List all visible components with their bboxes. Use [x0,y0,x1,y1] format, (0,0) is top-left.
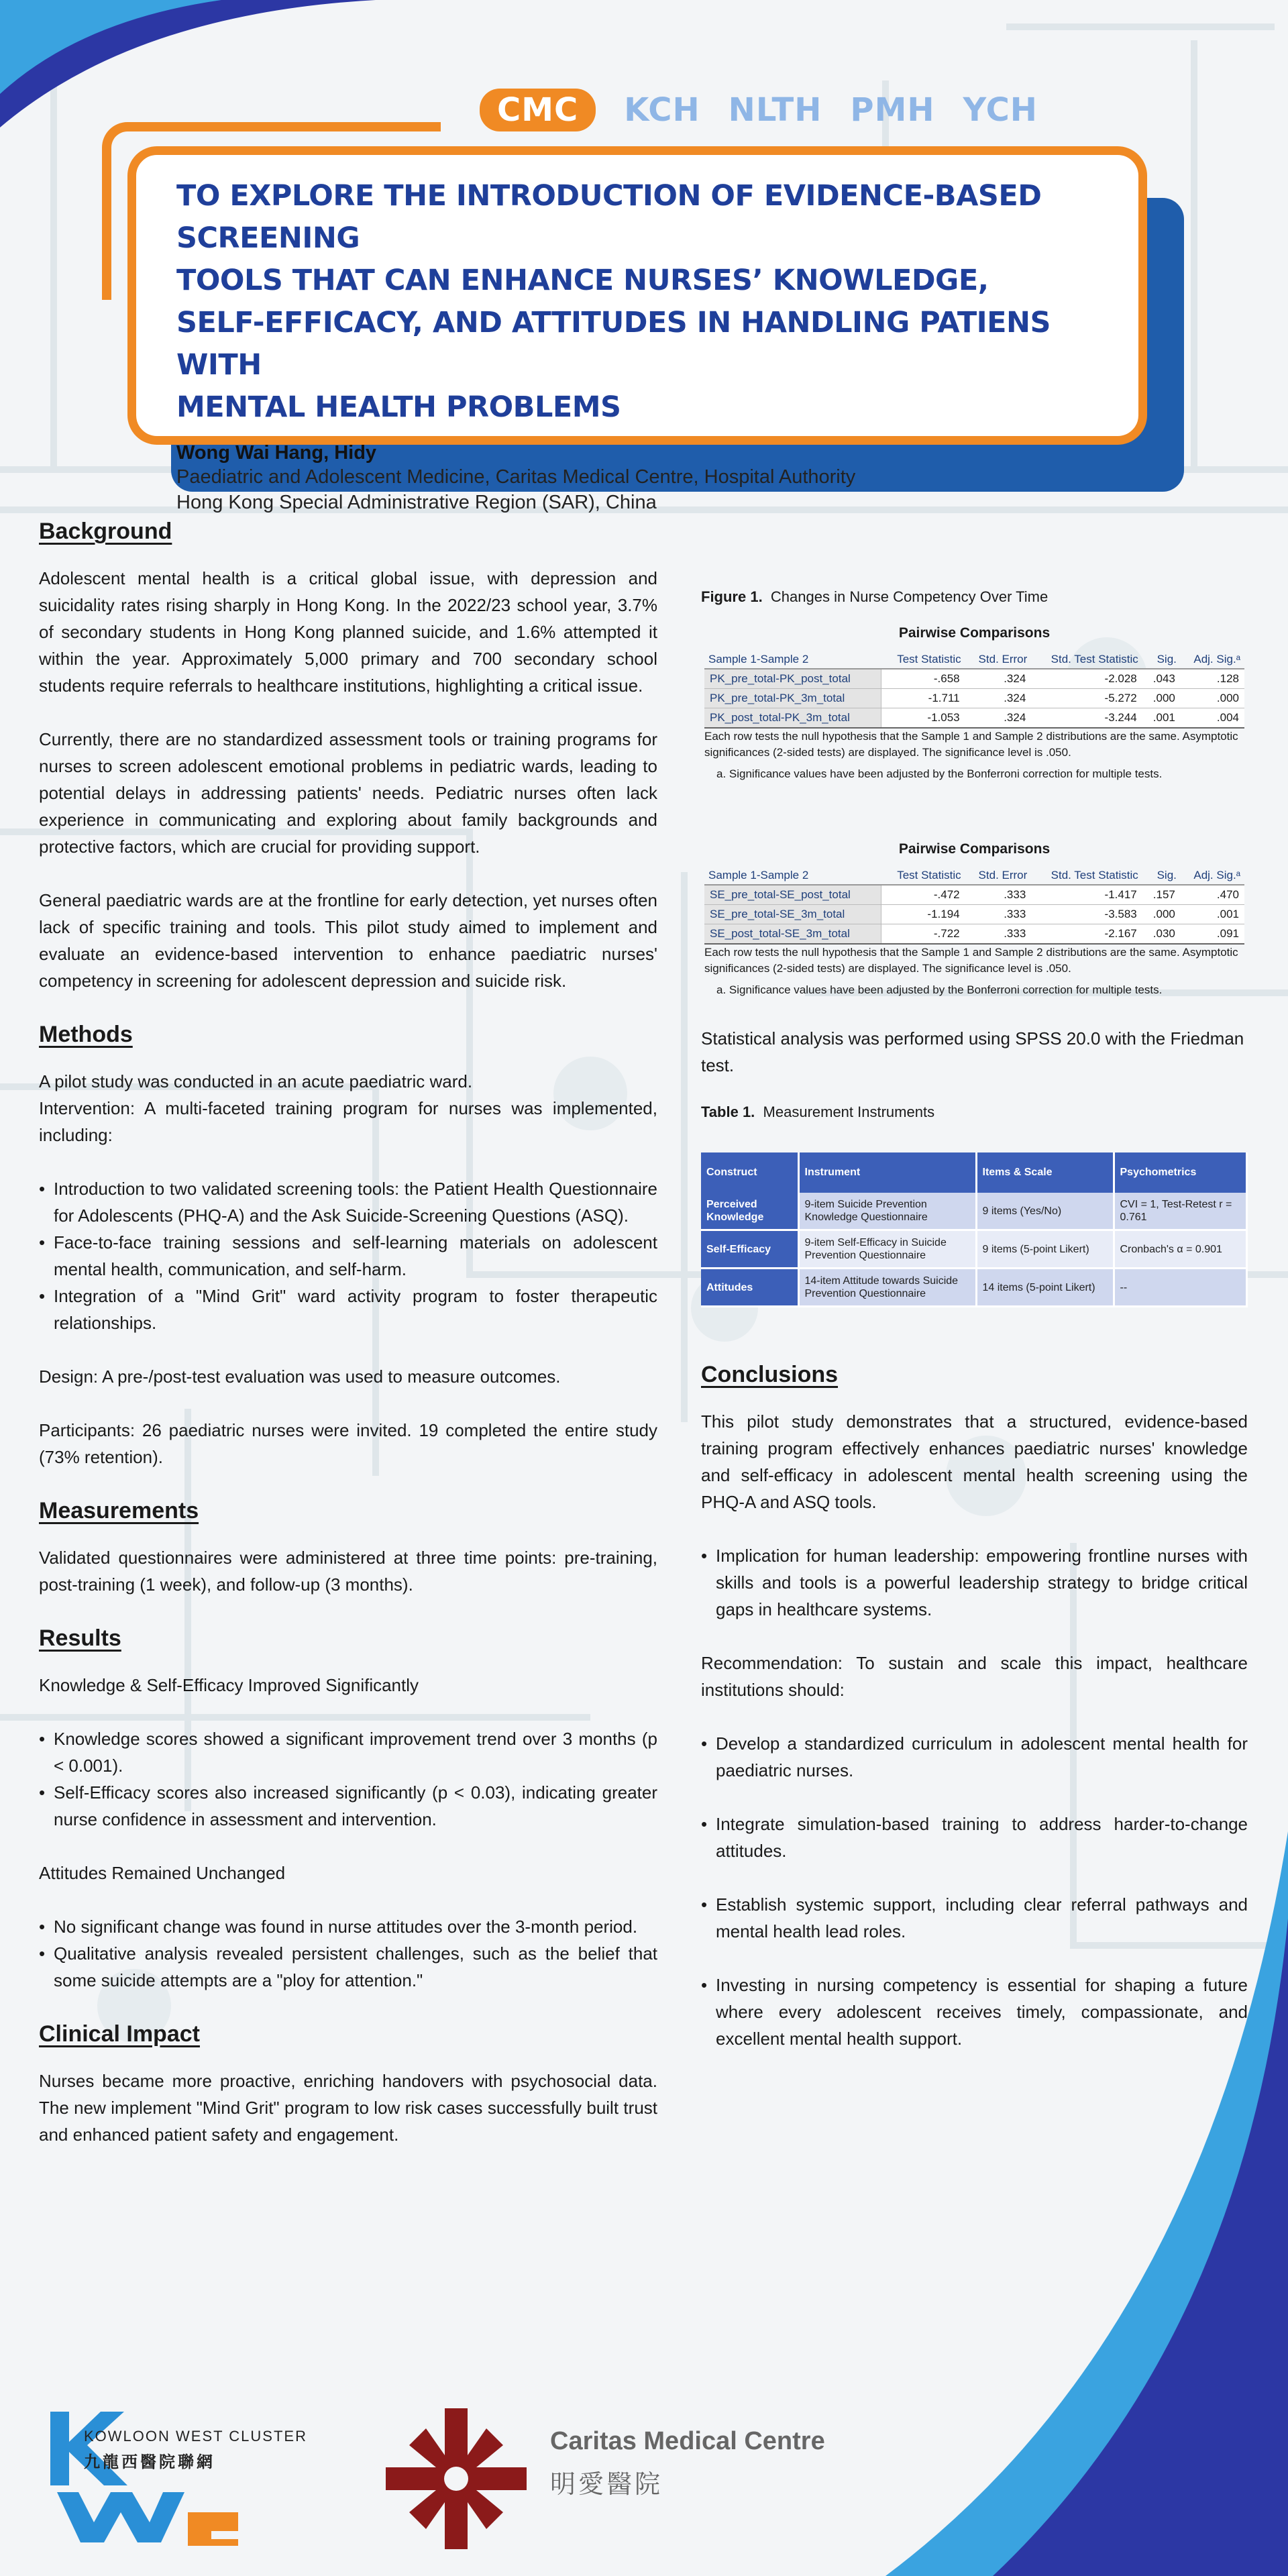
conclusions-text: This pilot study demonstrates that a structured, evidence-based training program effectively enhances paediatric nurses' knowledge and self-efficacy in adolescent mental health screening using the PHQ-A and ASQ tools. [701,1411,1248,1512]
measurement-instruments-table [701,1152,1248,1307]
table-cell: .333 [965,885,1032,905]
table-cell: SE_post_total-SE_3m_total [704,924,881,945]
hospital-tabs [480,89,1038,131]
pairwise-table-self-efficacy [704,836,1244,998]
table-title: Measurement Instruments [763,1104,935,1120]
table-cell: PK_pre_total-PK_3m_total [704,689,881,708]
table-cell: .030 [1142,924,1181,945]
table-cell: 14 items (5-point Likert) [976,1269,1114,1307]
tab-ych: YCH [963,91,1038,129]
background-paragraph: Currently, there are no standardized assessment tools or training programs for nurses to screen adolescent emotional problems in pediatric wards, leading to potential delays in addressing patients' needs. Pediatric nurses often lack experience in communicating and exploring about family backgrounds and protective factors, which are crucial for providing support. [39,729,657,857]
table-cell: .001 [1142,708,1181,729]
table-cell: -1.417 [1031,885,1142,905]
table-row [704,689,1244,708]
table-cell: -5.272 [1031,689,1142,708]
column-header: Std. Error [965,867,1032,885]
table-cell: PK_post_total-PK_3m_total [704,708,881,729]
table-note: Each row tests the null hypothesis that the Sample 1 and Sample 2 distributions are the same. Asymptotic significances (2-sided tests) are displayed. The significance level is .050. [704,730,1238,759]
background-paragraph: Adolescent mental health is a critical global issue, with depression and suicidality rates rising sharply in Hong Kong. In the 2022/23 school year, 3.7% of secondary students in Hong Kong planned suicide, and 1.6% attempted it within the year. Approximately 5,000 primary and 700 secondary school students require referrals to healthcare institutions, highlighting a critical issue. [39,568,657,696]
table-row [701,1193,1247,1230]
table-cell: .333 [965,905,1032,924]
column-header: Sig. [1142,651,1181,669]
table-cell: -1.194 [881,905,965,924]
table-title: Pairwise Comparisons [898,841,1051,857]
table-cell: -1.711 [881,689,965,708]
table-row [704,905,1244,924]
table-cell: -2.167 [1031,924,1142,945]
title-line: TOOLS THAT CAN ENHANCE NURSES’ KNOWLEDGE, [176,264,989,297]
results-list [39,1913,657,1994]
methods-text: A pilot study was conducted in an acute paediatric ward. [39,1071,473,1091]
list-item: • Develop a standardized curriculum in adolescent mental health for paediatric nurses. [701,1730,1248,1784]
measurements-heading: Measurements [39,1498,199,1523]
conclusions-list [701,1542,1248,1623]
list-item: • Implication for human leadership: empowering frontline nurses with skills and tools is a powerful leadership strategy to bridge critical gaps in healthcare systems. [701,1542,1248,1623]
title-line: SELF-EFFICACY, AND ATTITUDES IN HANDLING PATIENS WITH [176,306,1051,382]
table-cell: -1.053 [881,708,965,729]
table-cell: 14-item Attitude towards Suicide Prevention Questionnaire [798,1269,976,1307]
caritas-cross-logo [386,2408,527,2549]
figure-label: Figure 1. [701,588,763,605]
clinical-impact-heading: Clinical Impact [39,2021,200,2047]
figure-title: Changes in Nurse Competency Over Time [770,588,1049,605]
tab-pmh: PMH [850,91,935,129]
column-header: Adj. Sig.ᵃ [1181,867,1244,885]
table-cell: -3.244 [1031,708,1142,729]
table-cell: .324 [965,669,1032,689]
list-item: • Integrate simulation-based training to address harder-to-change attitudes. [701,1811,1248,1864]
table-cell: .043 [1142,669,1181,689]
table-cell: .004 [1181,708,1244,729]
poster-title [176,175,1102,429]
results-subheading: Attitudes Remained Unchanged [39,1863,286,1883]
list-item: • No significant change was found in nurse attitudes over the 3-month period. [39,1913,657,1940]
column-header: Std. Test Statistic [1031,651,1142,669]
table-footnote: a. Significance values have been adjusted by the Bonferroni correction for multiple tests. [716,983,1163,996]
table-cell: .157 [1142,885,1181,905]
list-item: • Establish systemic support, including clear referral pathways and mental health lead roles. [701,1891,1248,1945]
table-label: Table 1. [701,1104,755,1120]
table-cell: .324 [965,708,1032,729]
column-header: Instrument [798,1152,976,1193]
methods-text: Intervention: A multi-faceted training program for nurses was implemented, including: [39,1098,657,1145]
table-cell: -.658 [881,669,965,689]
list-item: • Integration of a "Mind Grit" ward activity program to foster therapeutic relationships. [39,1283,657,1336]
table-cell: -2.028 [1031,669,1142,689]
column-header: Test Statistic [881,867,965,885]
list-item: • Self-Efficacy scores also increased significantly (p < 0.03), indicating greater nurse confidence in assessment and intervention. [39,1779,657,1833]
table-cell: 9 items (Yes/No) [976,1193,1114,1230]
column-header: Test Statistic [881,651,965,669]
table-cell: SE_pre_total-SE_post_total [704,885,881,905]
statistics-text: Statistical analysis was performed using SPSS 20.0 with the Friedman test. [701,1028,1244,1075]
left-column [39,518,657,2175]
table-cell: 9-item Suicide Prevention Knowledge Questionnaire [798,1193,976,1230]
title-box [127,146,1147,513]
table-footnote: a. Significance values have been adjusted by the Bonferroni correction for multiple tests. [716,767,1163,780]
table-cell: .001 [1181,905,1244,924]
table-cell: Perceived Knowledge [701,1193,798,1230]
table-caption [701,1099,1248,1126]
kwc-chinese-name: 九龍西醫院聯網 [84,2453,215,2471]
table-row [704,708,1244,729]
table-row [704,669,1244,689]
background-paragraph: General paediatric wards are at the frontline for early detection, yet nurses often lack of specific training and tools. This pilot study aimed to implement and evaluate an evidence-based intervention to enhance paediatric nurses' competency in screening for adolescent depression and suicide risk. [39,890,657,991]
table-cell: 9-item Self-Efficacy in Suicide Prevention Questionnaire [798,1230,976,1269]
table-cell: Self-Efficacy [701,1230,798,1269]
results-list [39,1725,657,1833]
table-cell: Cronbach's α = 0.901 [1114,1230,1247,1269]
column-header: Std. Error [965,651,1032,669]
design-text: Design: A pre-/post-test evaluation was used to measure outcomes. [39,1366,561,1387]
title-line: MENTAL HEALTH PROBLEMS [176,390,621,424]
methods-heading: Methods [39,1022,133,1047]
table-row [704,885,1244,905]
list-item: • Knowledge scores showed a significant improvement trend over 3 months (p < 0.001). [39,1725,657,1779]
table-cell: .000 [1142,905,1181,924]
table-note: Each row tests the null hypothesis that the Sample 1 and Sample 2 distributions are the same. Asymptotic significances (2-sided tests) are displayed. The significance level is .050. [704,946,1238,975]
clinical-impact-text: Nurses became more proactive, enriching handovers with psychosocial data. The new implement "Mind Grit" program to low risk cases successfully built trust and enhanced patient safety and engagement. [39,2071,657,2145]
table-cell: .091 [1181,924,1244,945]
table-cell: Attitudes [701,1269,798,1307]
results-subheading: Knowledge & Self-Efficacy Improved Significantly [39,1675,419,1695]
column-header: Adj. Sig.ᵃ [1181,651,1244,669]
table-cell: -.722 [881,924,965,945]
affiliation-line: Hong Kong Special Administrative Region (SAR), China [176,492,657,513]
list-item: • Introduction to two validated screening tools: the Patient Health Questionnaire for Adolescents (PHQ-A) and the Ask Suicide-Screening Questions (ASQ). [39,1175,657,1229]
results-heading: Results [39,1625,121,1651]
table-cell: .000 [1142,689,1181,708]
table-cell: .000 [1181,689,1244,708]
table-cell: .324 [965,689,1032,708]
table-row [704,924,1244,945]
table-cell: .333 [965,924,1032,945]
list-item: • Qualitative analysis revealed persistent challenges, such as the belief that some suicide attempts are a "ploy for attention." [39,1940,657,1994]
column-header: Psychometrics [1114,1152,1247,1193]
tab-cmc: CMC [480,89,596,131]
tab-kch: KCH [624,91,700,129]
table-cell: -.472 [881,885,965,905]
tab-nlth: NLTH [728,91,822,129]
table-cell: -3.583 [1031,905,1142,924]
table-title: Pairwise Comparisons [898,625,1051,641]
conclusions-heading: Conclusions [701,1362,839,1387]
column-header: Std. Test Statistic [1031,867,1142,885]
table-row [701,1230,1247,1269]
affiliation-line: Paediatric and Adolescent Medicine, Caritas Medical Centre, Hospital Authority [176,466,856,488]
recommendation-text: Recommendation: To sustain and scale this impact, healthcare institutions should: [701,1653,1248,1700]
table-row [701,1269,1247,1307]
column-header: Sample 1-Sample 2 [704,867,881,885]
background-heading: Background [39,519,172,544]
cmc-name: Caritas Medical Centre [550,2427,825,2455]
column-header: Items & Scale [976,1152,1114,1193]
pairwise-table-knowledge [704,620,1244,782]
kwc-name: KOWLOON WEST CLUSTER [84,2428,307,2445]
right-column [701,584,1248,2052]
column-header: Sig. [1142,867,1181,885]
table-cell: -- [1114,1269,1247,1307]
table-cell: SE_pre_total-SE_3m_total [704,905,881,924]
list-item: • Face-to-face training sessions and self-learning materials on adolescent mental health, communication, and self-harm. [39,1229,657,1283]
cmc-chinese-name: 明愛醫院 [550,2471,663,2499]
list-item: • Investing in nursing competency is essential for shaping a future where every adolescent receives timely, compassionate, and excellent mental health support. [701,1972,1248,2052]
measurements-text: Validated questionnaires were administered at three time points: pre-training, post-training (1 week), and follow-up (3 months). [39,1548,657,1595]
table-cell: 9 items (5-point Likert) [976,1230,1114,1269]
participants-text: Participants: 26 paediatric nurses were invited. 19 completed the entire study (73% retention). [39,1420,657,1467]
table-cell: CVI = 1, Test-Retest r = 0.761 [1114,1193,1247,1230]
title-line: TO EXPLORE THE INTRODUCTION OF EVIDENCE-BASED SCREENING [176,179,1042,255]
table-cell: .470 [1181,885,1244,905]
table-cell: PK_pre_total-PK_post_total [704,669,881,689]
column-header: Construct [701,1152,798,1193]
column-header: Sample 1-Sample 2 [704,651,881,669]
methods-list [39,1175,657,1336]
table-cell: .128 [1181,669,1244,689]
recommendation-list [701,1730,1248,2052]
figure-caption [701,584,1248,610]
author-name: Wong Wai Hang, Hidy [176,442,377,464]
